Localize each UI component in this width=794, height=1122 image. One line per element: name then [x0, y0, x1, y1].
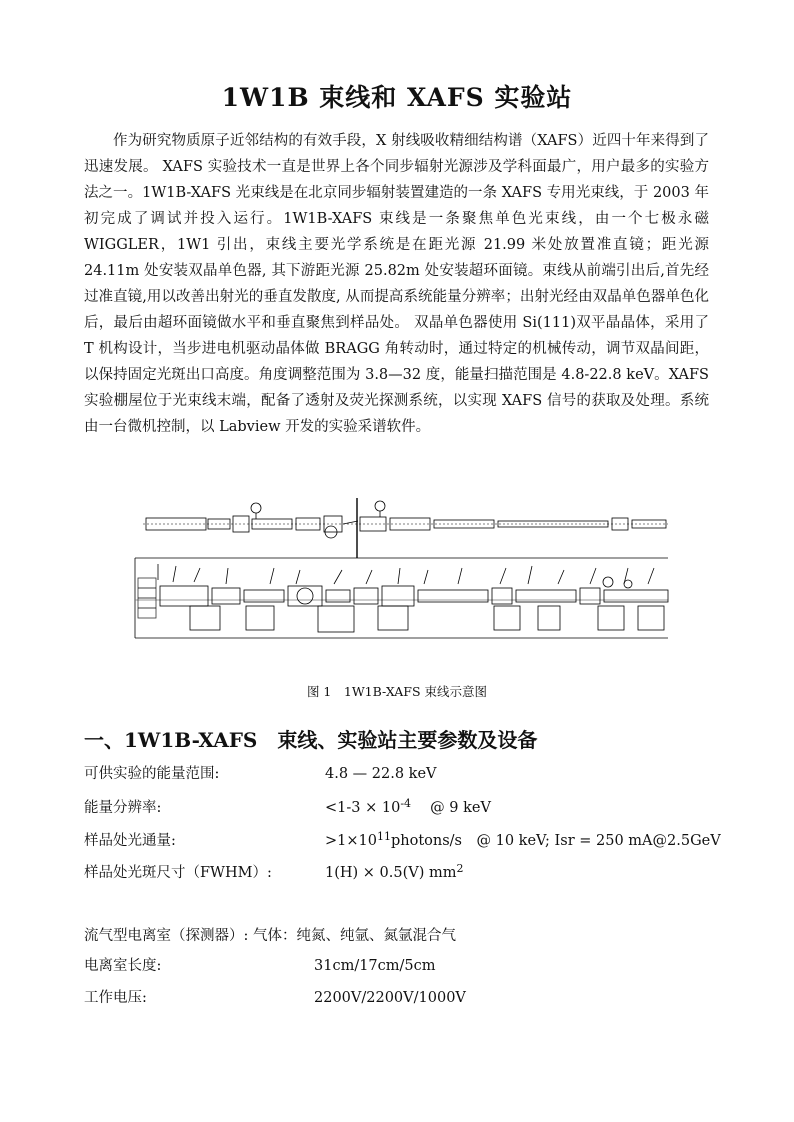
- param-value: 2200V/2200V/1000V: [314, 990, 466, 1006]
- param-value: $>1\times 10^{11}photons/s$ @ 10 keV; Isr = 250 mA@2.5GeV: [325, 830, 721, 849]
- param-label: 可供实验的能量范围:: [84, 766, 220, 782]
- section-title: 一、1W1B-XAFS 束线、实验站主要参数及设备: [84, 728, 538, 752]
- param-value: 1(H) × 0.5(V) $mm^2$: [325, 862, 464, 881]
- intro-paragraph: 作为研究物质原子近邻结构的有效手段，X 射线吸收精细结构谱（XAFS）近四十年来得到了迅速发展。 XAFS 实验技术一直是世界上各个同步辐射光源涉及学科面最广，用户最多的实验方法之一。1W1B-XAFS 光束线是在北京同步辐射装置建造的一条 XAFS 专用光束线，于 2003 年初完成了调试并投入运行。1W1B-XAFS 束线是一条聚焦单色光束线，由一个七极永磁 WIGGLER，1W1 引出，束线主要光学系统是在距光源 21.99 米处放置准直镜；距光源 24.11m 处安装双晶单色器, 其下游距光源 25.82m 处安装超环面镜。束线从前端引出后,首先经过准直镜,用以改善出射光的垂直发散度, 从而提高系统能量分辨率；出射光经由双晶单色器单色化后，最后由超环面镜做水平和垂直聚焦到样品处。 双晶单色器使用 Si(111)双平晶晶体，采用了 T 机构设计，当步进电机驱动晶体做 BRAGG 角转动时，通过特定的机械传动，调节双晶间距，以保持固定光斑出口高度。角度调整范围为 3.8—32 度，能量扫描范围是 4.8-22.8 keV。XAFS 实验棚屋位于光束线末端，配备了透射及荧光探测系统，以实现 XAFS 信号的获取及处理。系统由一台微机控制，以 Labview 开发的实验采谱软件。: [84, 133, 709, 435]
- beamline-schematic: [128, 488, 673, 658]
- figure-caption: 图 1 1W1B-XAFS 束线示意图: [306, 684, 488, 699]
- param-value: 4.8 — 22.8 keV: [325, 766, 437, 782]
- param-value: 31cm/17cm/5cm: [314, 958, 436, 974]
- param-label: 电离室长度:: [84, 958, 162, 974]
- param-label: 工作电压:: [84, 990, 147, 1006]
- param-label: 样品处光通量:: [84, 833, 176, 849]
- param-value: $<1-3 \times 10^{-4}$ @ 9 keV: [325, 797, 491, 816]
- param-label: 能量分辨率:: [84, 800, 162, 816]
- page-title: 1W1B 束线和 XAFS 实验站: [221, 83, 573, 112]
- param-label: 样品处光斑尺寸（FWHM）:: [84, 865, 272, 881]
- chamber-gas-text: 流气型电离室（探测器）: 气体：纯氮、纯氩、氮氩混合气: [84, 928, 456, 944]
